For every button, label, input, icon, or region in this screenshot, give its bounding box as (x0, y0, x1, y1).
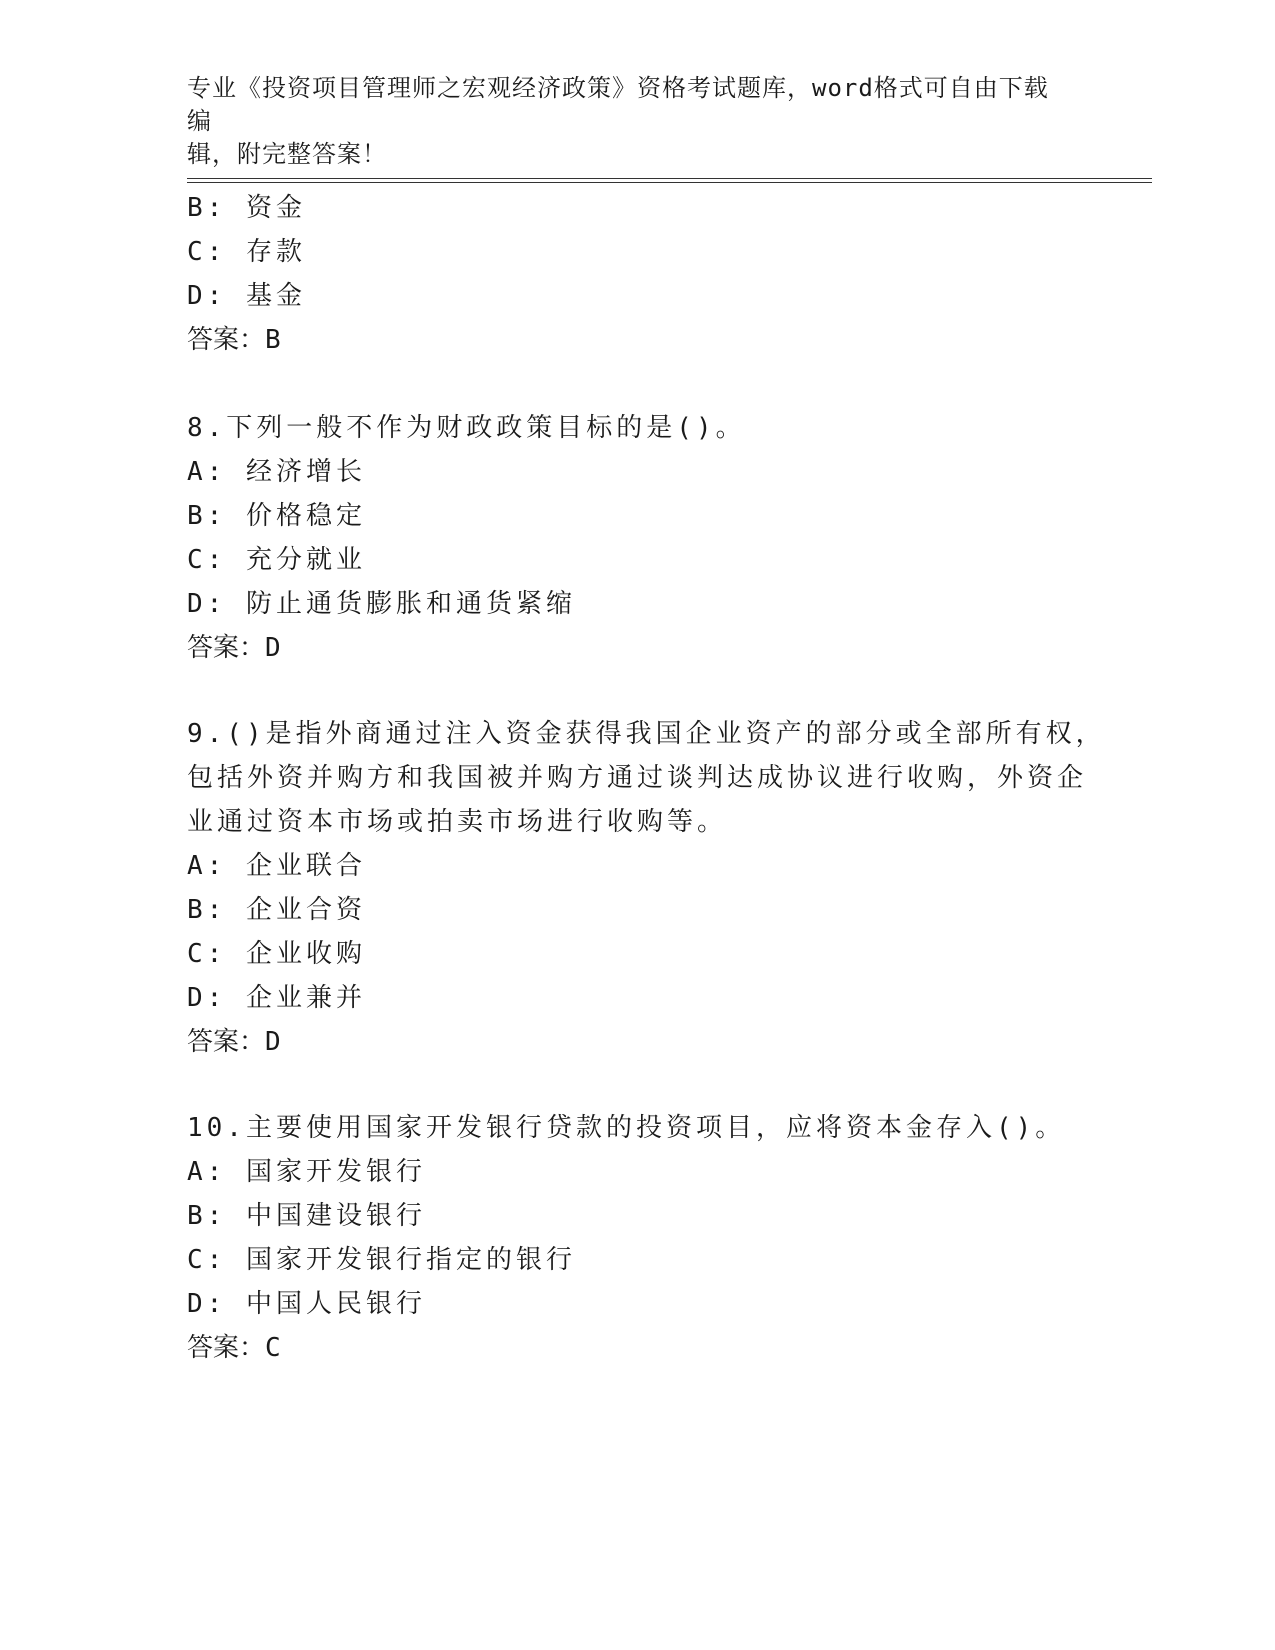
q9-option-d: D: 企业兼并 (187, 983, 366, 1013)
q9-answer (187, 1027, 281, 1057)
answer-value: D (265, 633, 281, 663)
q7-option-d: D: 基金 (187, 281, 306, 311)
answer-label: 答案： (187, 633, 266, 663)
q8-option-c: C: 充分就业 (187, 545, 366, 575)
answer-value: B (265, 325, 281, 355)
q8-option-a: A: 经济增长 (187, 457, 366, 487)
q9-stem-line-1: 9.()是指外商通过注入资金获得我国企业资产的部分或全部所有权， (187, 719, 1106, 749)
q8-option-d: D: 防止通货膨胀和通货紧缩 (187, 589, 576, 619)
header-line-1: 专业《投资项目管理师之宏观经济政策》资格考试题库，word格式可自由下载编 (187, 74, 1049, 135)
q8-answer (187, 633, 281, 663)
q9-stem-line-3: 业通过资本市场或拍卖市场进行收购等。 (187, 807, 728, 837)
document-header (187, 72, 1067, 171)
answer-label: 答案： (187, 325, 266, 355)
q10-option-c: C: 国家开发银行指定的银行 (187, 1245, 576, 1275)
answer-value: D (265, 1027, 281, 1057)
q7-option-c: C: 存款 (187, 237, 306, 267)
q9-option-b: B: 企业合资 (187, 895, 366, 925)
q10-stem: 10.主要使用国家开发银行贷款的投资项目，应将资本金存入()。 (187, 1113, 1066, 1143)
q7-option-b: B: 资金 (187, 193, 306, 223)
q8-option-b: B: 价格稳定 (187, 501, 366, 531)
q10-option-b: B: 中国建设银行 (187, 1201, 426, 1231)
answer-value: C (265, 1333, 281, 1363)
q9-option-a: A: 企业联合 (187, 851, 366, 881)
q9-stem-line-2: 包括外资并购方和我国被并购方通过谈判达成协议进行收购，外资企 (187, 763, 1088, 793)
header-line-2: 辑，附完整答案！ (187, 140, 387, 168)
answer-label: 答案： (187, 1027, 266, 1057)
answer-label: 答案： (187, 1333, 266, 1363)
q10-option-a: A: 国家开发银行 (187, 1157, 426, 1187)
q10-answer (187, 1333, 281, 1363)
header-divider-top (187, 178, 1152, 179)
header-divider-bottom (187, 182, 1152, 183)
q7-answer (187, 325, 281, 355)
q10-option-d: D: 中国人民银行 (187, 1289, 426, 1319)
q9-option-c: C: 企业收购 (187, 939, 366, 969)
q8-stem: 8.下列一般不作为财政政策目标的是()。 (187, 413, 746, 443)
